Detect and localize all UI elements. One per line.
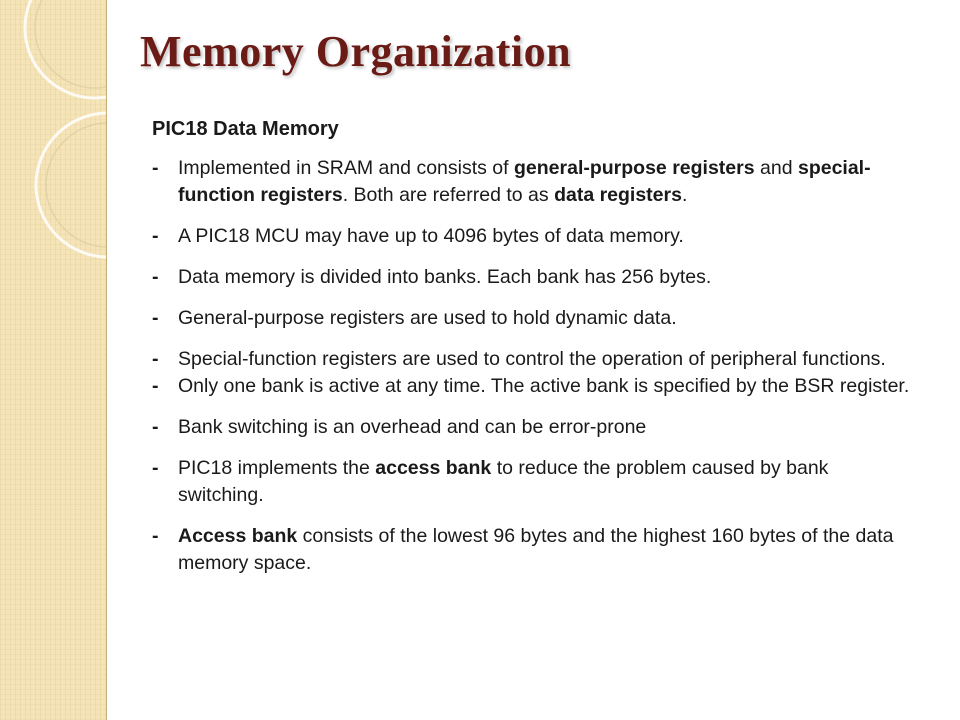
bullet-text: . — [681, 184, 688, 206]
bullet-item — [152, 223, 912, 250]
bullet-marker: - — [152, 375, 159, 397]
slide-content — [152, 118, 912, 591]
bullet-text: PIC18 implements the — [178, 457, 376, 479]
bullet-text: . Both are referred to as — [342, 184, 555, 206]
bullet-item — [152, 155, 912, 209]
bullet-list — [152, 155, 912, 577]
bullet-text: Bank switching is an overhead and can be error-prone — [178, 416, 647, 438]
bullet-marker: - — [152, 525, 159, 547]
bullet-item — [152, 305, 912, 332]
section-heading: PIC18 Data Memory — [152, 118, 339, 140]
bullet-emphasis: access bank — [375, 457, 492, 479]
bullet-item — [152, 373, 912, 400]
bullet-marker: - — [152, 266, 159, 288]
bullet-text: A PIC18 MCU may have up to 4096 bytes of data memory. — [178, 225, 684, 247]
bullet-item — [152, 414, 912, 441]
bullet-emphasis: special-function registers — [178, 157, 871, 206]
bullet-marker: - — [152, 225, 159, 247]
bullet-text: and — [754, 157, 798, 179]
bullet-marker: - — [152, 416, 159, 438]
bullet-text: Only one bank is active at any time. The active bank is specified by the BSR register. — [178, 375, 910, 397]
bullet-emphasis: data registers — [554, 184, 682, 206]
bullet-text: to reduce the problem caused by bank switching. — [178, 457, 829, 506]
bullet-emphasis: Access bank — [178, 525, 298, 547]
bullet-text: consists of the lowest 96 bytes and the highest 160 bytes of the data memory space. — [178, 525, 894, 574]
bullet-marker: - — [152, 307, 159, 329]
decorative-rings — [0, 0, 106, 300]
bullet-marker: - — [152, 457, 159, 479]
decorative-side-band — [0, 0, 107, 720]
bullet-marker: - — [152, 157, 159, 179]
bullet-text: Implemented in SRAM and consists of — [178, 157, 514, 179]
bullet-text: General-purpose registers are used to hold dynamic data. — [178, 307, 677, 329]
slide-title: Memory Organization — [140, 27, 572, 76]
bullet-item — [152, 346, 912, 373]
bullet-item — [152, 264, 912, 291]
bullet-marker: - — [152, 348, 159, 370]
bullet-item — [152, 523, 912, 577]
bullet-text: Special-function registers are used to control the operation of peripheral functions. — [178, 348, 886, 370]
bullet-text: Data memory is divided into banks. Each bank has 256 bytes. — [178, 266, 712, 288]
bullet-item — [152, 455, 912, 509]
bullet-emphasis: general-purpose registers — [514, 157, 755, 179]
